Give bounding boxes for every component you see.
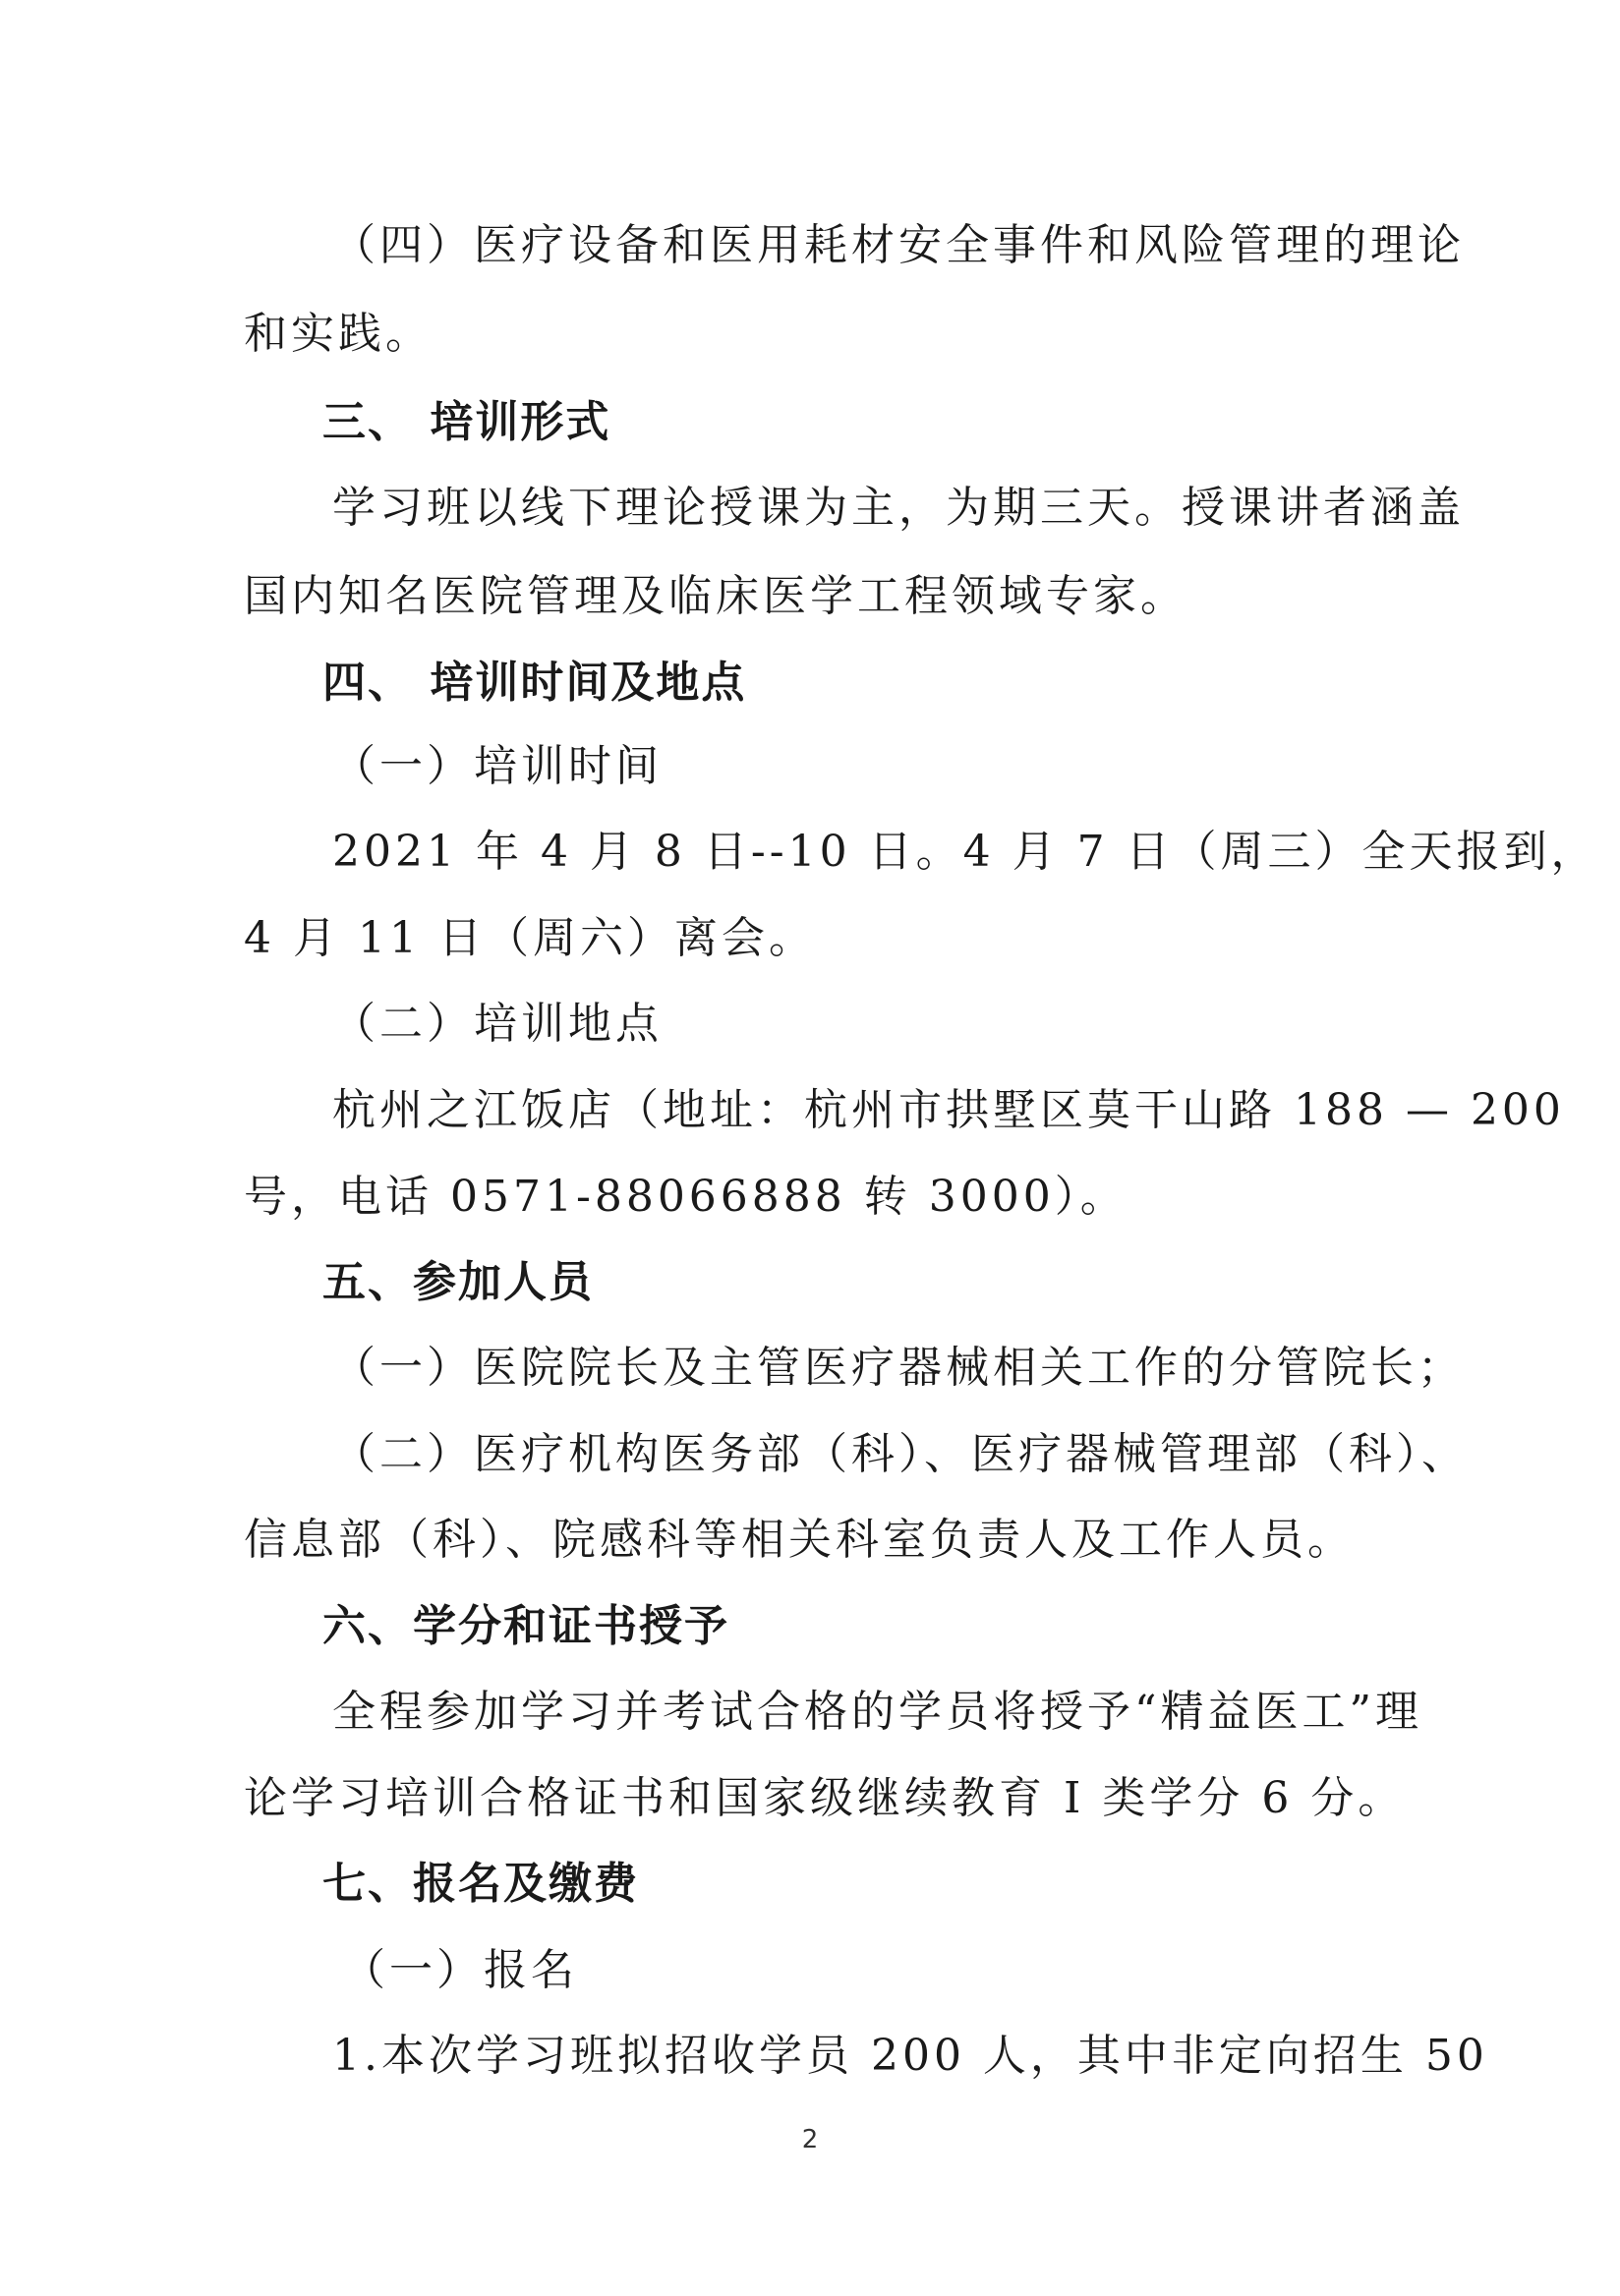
subsection-heading: （一）报名 <box>342 1945 578 1995</box>
paragraph-line: 和实践。 <box>244 309 433 359</box>
section-heading: 五、参加人员 <box>322 1257 594 1307</box>
paragraph-line: 国内知名医院管理及临床医学工程领域专家。 <box>244 571 1187 621</box>
paragraph-line: 杭州之江饭店（地址：杭州市拱墅区莫干山路 188 — 200 <box>332 1085 1565 1135</box>
subsection-heading: （一）培训时间 <box>332 741 663 791</box>
paragraph-line: （四）医疗设备和医用耗材安全事件和风险管理的理论 <box>332 220 1465 270</box>
paragraph-line: 全程参加学习并考试合格的学员将授予“精益医工”理 <box>332 1687 1422 1737</box>
paragraph-line: 2021 年 4 月 8 日--10 日。4 月 7 日（周三）全天报到， <box>332 827 1598 877</box>
paragraph-line: 信息部（科）、院感科等相关科室负责人及工作人员。 <box>244 1515 1355 1565</box>
paragraph-line: 学习班以线下理论授课为主，为期三天。授课讲者涵盖 <box>332 483 1465 533</box>
paragraph-line: 1.本次学习班拟招收学员 200 人，其中非定向招生 50 <box>332 2031 1488 2081</box>
section-heading: 六、学分和证书授予 <box>322 1601 729 1651</box>
page-number: 2 <box>801 2125 819 2154</box>
section-heading: 三、 培训形式 <box>322 397 611 447</box>
paragraph-line: 论学习培训合格证书和国家级继续教育 I 类学分 6 分。 <box>244 1773 1406 1823</box>
section-heading: 四、 培训时间及地点 <box>322 658 747 708</box>
paragraph-line: 号，电话 0571-88066888 转 3000）。 <box>244 1172 1128 1222</box>
paragraph-line: （二）医疗机构医务部（科）、医疗器械管理部（科）、 <box>332 1429 1469 1479</box>
section-heading: 七、报名及缴费 <box>322 1859 639 1909</box>
subsection-heading: （二）培训地点 <box>332 999 663 1049</box>
paragraph-line: 4 月 11 日（周六）离会。 <box>244 913 816 963</box>
paragraph-line: （一）医院院长及主管医疗器械相关工作的分管院长； <box>332 1343 1465 1393</box>
